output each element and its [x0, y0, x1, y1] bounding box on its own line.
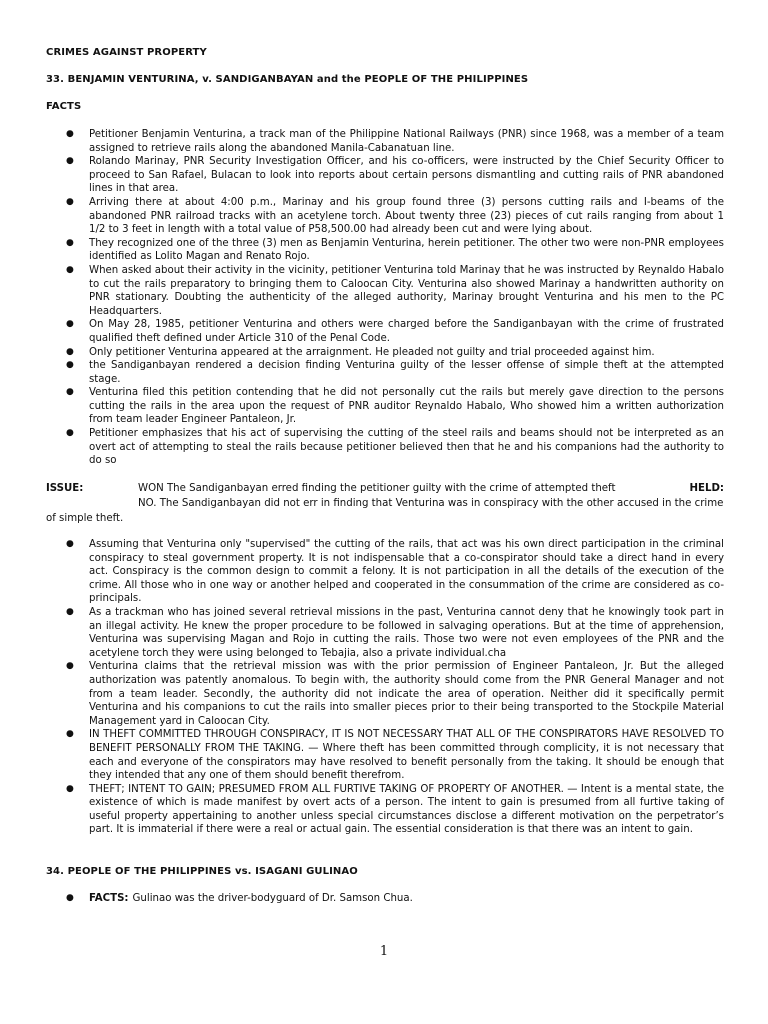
list-item: ● They recognized one of the three (3) men as Benjamin Venturina, herein petitioner. The other two were non-PNR employees identified as Lolito Magan and Renato Rojo. — [66, 237, 724, 263]
held-points-list — [0, 538, 768, 837]
bullet-icon: ● — [66, 539, 74, 549]
bullet-icon: ● — [66, 893, 74, 903]
bullet-icon: ● — [66, 661, 74, 672]
bullet-icon: ● — [66, 606, 74, 617]
list-item: ● IN THEFT COMMITTED THROUGH CONSPIRACY, IT IS NOT NECESSARY THAT ALL OF THE CONSPIRATORS HAVE RESOLVED TO BENEFIT PERSONALLY FROM THE TAKING. — Where theft has been committed through complicity, it is not necessary that each and everyone of the conspirators may have resolved to benefit personally from the taking. It should be enough that they intended that any one of them should benefit therefrom. — [66, 729, 724, 782]
list-item: ● Arriving there at about 4:00 p.m., Marinay and his group found three (3) persons cutting rails and I-beams of the abandoned PNR railroad tracks with an acetylene torch. About twenty three (23) pieces of cut rails ranging from about 1 1/2 to 3 feet in length with a total value of P58,500.00 had already been cut and were lying about. — [66, 196, 724, 236]
bullet-icon: ● — [66, 428, 74, 439]
list-item: ● Rolando Marinay, PNR Security Investigation Officer, and his co-officers, were instructed by the Chief Security Officer to proceed to San Rafael, Bulacan to look into reports about certain persons dismantling and cutting rails of PNR abandoned lines in that area. — [66, 156, 724, 195]
bullet-icon: ● — [66, 346, 74, 357]
list-item: ● Only petitioner Venturina appeared at the arraignment. He pleaded not guilty and trial proceeded against him. — [66, 346, 655, 358]
list-item: ● Assuming that Venturina only "supervised" the cutting of the rails, that act was his own direct participation in the criminal conspiracy to steal government property. It is not indispensable that a co-conspirator should take a direct hand in every act. Conspiracy is the common design to commit a felony. It is not participation in all the details of the execution of the crime. All those who in one way or another helped and cooperated in the consummation of the crime are considered as co-principals. — [66, 539, 724, 605]
facts-list — [0, 128, 768, 468]
case-34-title: 34. PEOPLE OF THE PHILIPPINES vs. ISAGANI GULINAO — [46, 866, 358, 877]
list-item: ● the Sandiganbayan rendered a decision finding Venturina guilty of the lesser offense of simple theft at the attempted stage. — [66, 360, 724, 385]
bullet-icon: ● — [66, 196, 74, 207]
issue-held-block — [46, 481, 724, 526]
held-text: NO. The Sandiganbayan did not err in finding that Venturina was in conspiracy with the other accused in the crime — [138, 498, 724, 509]
issue-label: ISSUE: — [46, 483, 84, 494]
bullet-icon: ● — [66, 729, 74, 740]
case-34-facts-text: Gulinao was the driver-bodyguard of Dr. Samson Chua. — [132, 893, 413, 904]
page-number: 1 — [379, 944, 389, 959]
list-item: ● THEFT; INTENT TO GAIN; PRESUMED FROM ALL FURTIVE TAKING OF PROPERTY OF ANOTHER. — Intent is a mental state, the existence of which is made manifest by overt acts of a person. The intent to gain is presumed from all furtive taking of useful property appertaining to another unless special circumstances disclose a different motivation on the perpetrator’s part. It is immaterial if there were a real or actual gain. The essential consideration is that there was an intent to gain. — [66, 783, 724, 836]
list-item: ● Venturina filed this petition contending that he did not personally cut the rails but merely gave direction to the persons cutting the rails in the area upon the request of PNR auditor Reynaldo Habalo, Who showed him a written authorization from team leader Engineer Pantaleon, Jr. — [66, 387, 724, 426]
bullet-icon: ● — [66, 360, 74, 371]
bullet-icon: ● — [66, 783, 74, 794]
held-label: HELD: — [689, 483, 724, 494]
list-item: ● When asked about their activity in the vicinity, petitioner Venturina told Marinay that he was instructed by Reynaldo Habalo to cut the rails preparatory to bringing them to Caloocan City. Venturina also showed Marinay a handwritten authority on PNR stationary. Doubting the authenticity of the alleged authority, Marinay brought Venturina and his men to the PC Headquarters. — [66, 264, 724, 317]
list-item: ● Petitioner Benjamin Venturina, a track man of the Philippine National Railways (PNR) since 1968, was a member of a team assigned to retrieve rails along the abandoned Manila-Cabanatuan line. — [66, 129, 724, 154]
case-34-facts-label: FACTS: — [89, 893, 129, 904]
bullet-icon: ● — [66, 129, 74, 139]
held-text-continued: of simple theft. — [46, 513, 124, 524]
list-item: ● Venturina claims that the retrieval mission was with the prior permission of Engineer Pantaleon, Jr. But the alleged authorization was patently anomalous. To begin with, the authority should come from the PNR General Manager and not from a team leader. Secondly, the authority did not indicate the area of operation. Neither did it specifically permit Venturina and his companions to cut the rails into smaller pieces prior to their being transported to the Stockpile Material Management yard in Caloocan City. — [66, 661, 724, 727]
issue-text: WON The Sandiganbayan erred finding the petitioner guilty with the crime of attempted theft — [138, 483, 616, 494]
facts-heading: FACTS — [46, 101, 82, 112]
bullet-icon: ● — [66, 156, 74, 167]
list-item: ● On May 28, 1985, petitioner Venturina and others were charged before the Sandiganbayan with the crime of frustrated qualified theft defined under Article 310 of the Penal Code. — [66, 319, 724, 344]
bullet-icon: ● — [66, 319, 74, 330]
bullet-icon: ● — [66, 387, 74, 398]
bullet-icon: ● — [66, 237, 74, 248]
bullet-icon: ● — [66, 264, 74, 275]
case-33-title: 33. BENJAMIN VENTURINA, v. SANDIGANBAYAN and the PEOPLE OF THE PHILIPPINES — [46, 74, 529, 85]
list-item: ● Petitioner emphasizes that his act of supervising the cutting of the steel rails and beams should not be interpreted as an overt act of attempting to steal the rails because petitioner believed then that he and his companions had the authority to do so — [66, 428, 724, 467]
section-title: CRIMES AGAINST PROPERTY — [46, 47, 207, 58]
list-item: ● As a trackman who has joined several retrieval missions in the past, Venturina cannot deny that he knowingly took part in an illegal activity. He knew the proper procedure to be followed in salvaging operations. But at the time of apprehension, Venturina was supervising Magan and Rojo in cutting the rails. Those two were not even employees of the PNR and the acetylene torch they were using belonged to Tebajia, also a private individual.cha — [66, 606, 724, 659]
